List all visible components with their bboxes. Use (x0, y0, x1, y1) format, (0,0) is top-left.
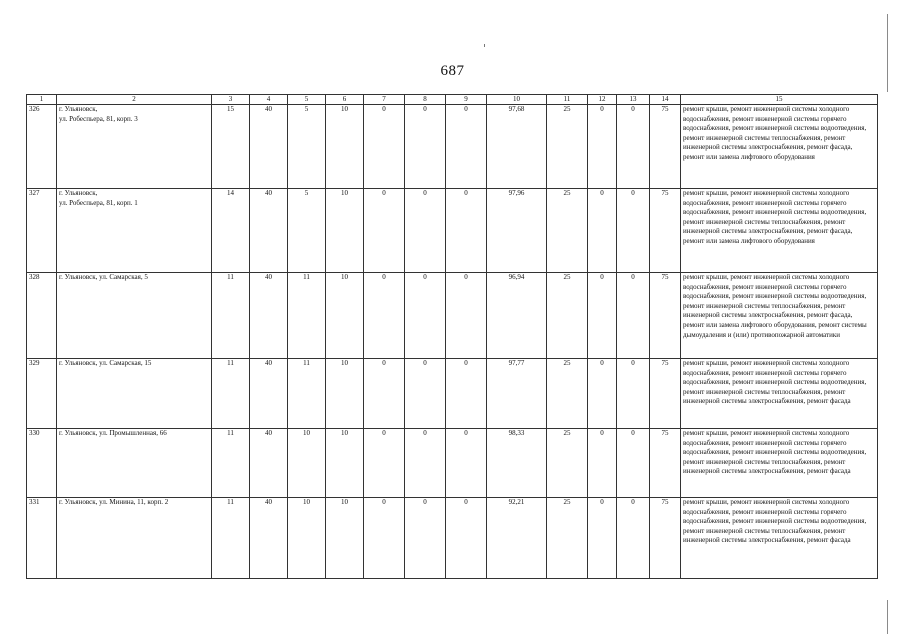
value-cell: 0 (617, 189, 650, 273)
col-header: 5 (288, 95, 326, 105)
value-cell: 40 (250, 189, 288, 273)
value-cell: 96,94 (487, 273, 547, 359)
col-header: 9 (446, 95, 487, 105)
row-number: 331 (27, 498, 57, 579)
value-cell: 10 (288, 429, 326, 498)
col-header: 14 (650, 95, 681, 105)
value-cell: 10 (326, 273, 364, 359)
value-cell: 40 (250, 273, 288, 359)
table-row (27, 189, 878, 273)
value-cell: 25 (547, 359, 588, 429)
value-cell: 0 (588, 359, 617, 429)
works-list-cell: ремонт крыши, ремонт инженерной системы холодного водоснабжения, ремонт инженерной системы горячего водоснабжения, ремонт инженерной системы водоотведения, ремонт инженерной системы теплоснабжения, ремонт инженерной системы электроснабжения, ремонт фасада (681, 429, 878, 498)
col-header: 7 (364, 95, 405, 105)
works-list-cell: ремонт крыши, ремонт инженерной системы холодного водоснабжения, ремонт инженерной системы горячего водоснабжения, ремонт инженерной системы водоотведения, ремонт инженерной системы теплоснабжения, ремонт инженерной системы электроснабжения, ремонт фасада, ремонт или замена лифтового оборудования, ремонт системы дымоудаления и (или) противопожарной автоматики (681, 273, 878, 359)
scan-edge-mark-top (887, 14, 888, 92)
value-cell: 10 (326, 498, 364, 579)
value-cell: 0 (446, 273, 487, 359)
value-cell: 75 (650, 429, 681, 498)
page-number: 687 (440, 63, 465, 79)
value-cell: 75 (650, 359, 681, 429)
value-cell: 10 (326, 429, 364, 498)
value-cell: 0 (617, 498, 650, 579)
value-cell: 0 (364, 189, 405, 273)
value-cell: 0 (405, 359, 446, 429)
address-cell: г. Ульяновск, ул. Самарская, 5 (57, 273, 212, 359)
value-cell: 0 (405, 498, 446, 579)
table-row (27, 429, 878, 498)
address-cell: г. Ульяновск, ул. Робеспьера, 81, корп. 1 (57, 189, 212, 273)
repair-register-table (26, 94, 878, 579)
row-number: 329 (27, 359, 57, 429)
works-list-cell: ремонт крыши, ремонт инженерной системы холодного водоснабжения, ремонт инженерной системы горячего водоснабжения, ремонт инженерной системы водоотведения, ремонт инженерной системы теплоснабжения, ремонт инженерной системы электроснабжения, ремонт фасада (681, 498, 878, 579)
col-header: 13 (617, 95, 650, 105)
works-list-cell: ремонт крыши, ремонт инженерной системы холодного водоснабжения, ремонт инженерной системы горячего водоснабжения, ремонт инженерной системы водоотведения, ремонт инженерной системы теплоснабжения, ремонт инженерной системы электроснабжения, ремонт фасада (681, 359, 878, 429)
value-cell: 0 (364, 273, 405, 359)
value-cell: 10 (288, 498, 326, 579)
value-cell: 25 (547, 498, 588, 579)
value-cell: 0 (588, 498, 617, 579)
value-cell: 0 (617, 429, 650, 498)
scan-edge-mark-bottom (887, 600, 888, 634)
table-row (27, 498, 878, 579)
value-cell: 0 (446, 105, 487, 189)
col-header: 11 (547, 95, 588, 105)
col-header: 10 (487, 95, 547, 105)
value-cell: 75 (650, 273, 681, 359)
value-cell: 0 (405, 429, 446, 498)
value-cell: 25 (547, 189, 588, 273)
value-cell: 25 (547, 273, 588, 359)
value-cell: 40 (250, 359, 288, 429)
works-list-cell: ремонт крыши, ремонт инженерной системы холодного водоснабжения, ремонт инженерной системы горячего водоснабжения, ремонт инженерной системы водоотведения, ремонт инженерной системы теплоснабжения, ремонт инженерной системы электроснабжения, ремонт фасада, ремонт или замена лифтового оборудования (681, 105, 878, 189)
col-header: 2 (57, 95, 212, 105)
value-cell: 10 (326, 105, 364, 189)
col-header: 12 (588, 95, 617, 105)
value-cell: 10 (326, 189, 364, 273)
value-cell: 98,33 (487, 429, 547, 498)
address-cell: г. Ульяновск, ул. Промышленная, 66 (57, 429, 212, 498)
value-cell: 97,96 (487, 189, 547, 273)
value-cell: 25 (547, 429, 588, 498)
table-row (27, 359, 878, 429)
value-cell: 15 (212, 105, 250, 189)
value-cell: 0 (446, 189, 487, 273)
value-cell: 0 (588, 105, 617, 189)
value-cell: 75 (650, 189, 681, 273)
value-cell: 10 (326, 359, 364, 429)
address-cell: г. Ульяновск, ул. Робеспьера, 81, корп. 3 (57, 105, 212, 189)
table-row (27, 105, 878, 189)
row-number: 330 (27, 429, 57, 498)
value-cell: 40 (250, 429, 288, 498)
value-cell: 25 (547, 105, 588, 189)
value-cell: 0 (405, 105, 446, 189)
value-cell: 75 (650, 105, 681, 189)
col-header: 8 (405, 95, 446, 105)
value-cell: 0 (588, 273, 617, 359)
column-number-header (27, 95, 878, 105)
value-cell: 5 (288, 189, 326, 273)
value-cell: 11 (212, 359, 250, 429)
value-cell: 0 (405, 189, 446, 273)
value-cell: 0 (588, 189, 617, 273)
value-cell: 97,77 (487, 359, 547, 429)
value-cell: 0 (446, 429, 487, 498)
col-header: 6 (326, 95, 364, 105)
value-cell: 11 (212, 429, 250, 498)
value-cell: 75 (650, 498, 681, 579)
value-cell: 0 (617, 273, 650, 359)
works-list-cell: ремонт крыши, ремонт инженерной системы холодного водоснабжения, ремонт инженерной системы горячего водоснабжения, ремонт инженерной системы водоотведения, ремонт инженерной системы теплоснабжения, ремонт инженерной системы электроснабжения, ремонт фасада, ремонт или замена лифтового оборудования (681, 189, 878, 273)
value-cell: 40 (250, 105, 288, 189)
value-cell: 0 (446, 498, 487, 579)
value-cell: 11 (288, 273, 326, 359)
value-cell: 0 (364, 105, 405, 189)
value-cell: 0 (617, 105, 650, 189)
value-cell: 40 (250, 498, 288, 579)
address-cell: г. Ульяновск, ул. Самарская, 15 (57, 359, 212, 429)
value-cell: 11 (212, 498, 250, 579)
row-number: 326 (27, 105, 57, 189)
col-header: 1 (27, 95, 57, 105)
value-cell: 11 (288, 359, 326, 429)
value-cell: 97,68 (487, 105, 547, 189)
scan-dot (484, 44, 485, 47)
value-cell: 0 (617, 359, 650, 429)
row-number: 328 (27, 273, 57, 359)
value-cell: 0 (364, 498, 405, 579)
value-cell: 14 (212, 189, 250, 273)
value-cell: 5 (288, 105, 326, 189)
value-cell: 92,21 (487, 498, 547, 579)
col-header: 3 (212, 95, 250, 105)
table-row (27, 273, 878, 359)
value-cell: 0 (364, 359, 405, 429)
value-cell: 0 (405, 273, 446, 359)
value-cell: 0 (588, 429, 617, 498)
value-cell: 11 (212, 273, 250, 359)
row-number: 327 (27, 189, 57, 273)
value-cell: 0 (364, 429, 405, 498)
col-header: 4 (250, 95, 288, 105)
col-header: 15 (681, 95, 878, 105)
value-cell: 0 (446, 359, 487, 429)
address-cell: г. Ульяновск, ул. Минина, 11, корп. 2 (57, 498, 212, 579)
